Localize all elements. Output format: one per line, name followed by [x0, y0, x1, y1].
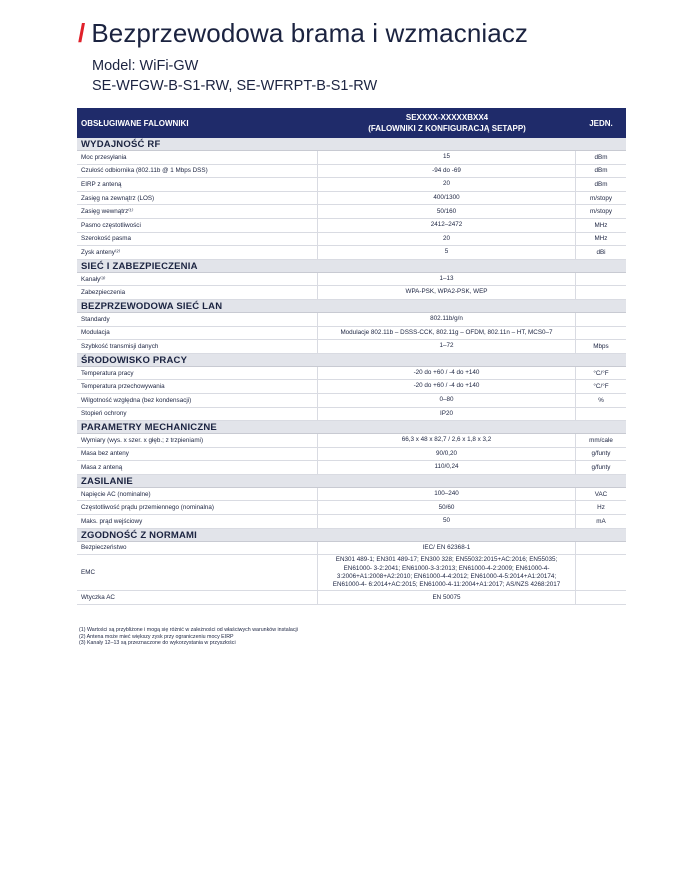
row-unit: dBm: [594, 180, 608, 188]
row-unit: Mbps: [593, 342, 609, 350]
table-row: [77, 367, 626, 381]
row-value: 802.11b/g/n: [318, 313, 576, 326]
section-title: ŚRODOWISKO PRACY: [77, 354, 626, 367]
row-unit: g/funty: [591, 464, 611, 472]
section-title: BEZPRZEWODOWA SIEĆ LAN: [77, 300, 626, 313]
row-label: Kanały⁽³⁾: [77, 273, 318, 286]
table-row: [77, 246, 626, 260]
row-label: Zasięg na zewnątrz (LOS): [77, 192, 318, 205]
row-label: Zabezpieczenia: [77, 286, 318, 299]
row-value: 15: [318, 151, 576, 164]
row-label: Modulacja: [77, 327, 318, 340]
part-numbers: SE-WFGW-B-S1-RW, SE-WFRPT-B-S1-RW: [92, 78, 378, 94]
row-label: Wilgotność względna (bez kondensacji): [77, 394, 318, 407]
row-label: Stopień ochrony: [77, 408, 318, 421]
row-value: -20 do +60 / -4 do +140: [318, 367, 576, 380]
row-unit: [576, 313, 626, 326]
row-unit: [576, 542, 626, 555]
row-value: 1–72: [318, 340, 576, 353]
section-title: ZASILANIE: [77, 475, 626, 488]
table-row: [77, 515, 626, 529]
table-row: [77, 408, 626, 422]
row-unit: %: [598, 396, 604, 404]
row-label: Temperatura pracy: [77, 367, 318, 380]
row-value: IP20: [318, 408, 576, 421]
table-row: [77, 542, 626, 556]
row-value: 400/1300: [318, 192, 576, 205]
row-unit: m/stopy: [589, 194, 613, 202]
header-model-line1: SEXXXX-XXXXXBXX4: [405, 113, 489, 122]
row-unit: [576, 327, 626, 340]
table-row: [77, 380, 626, 394]
row-unit: dBi: [596, 248, 606, 256]
row-unit: [576, 273, 626, 286]
row-unit: m/stopy: [589, 208, 613, 216]
footnote-2: (2) Antena może mieć większy zysk przy ograniczeniu mocy EIRP: [79, 633, 234, 640]
row-value: EN 50075: [318, 591, 576, 604]
row-value: 0–80: [318, 394, 576, 407]
row-value: 50/160: [318, 205, 576, 218]
row-value: WPA-PSK, WPA2-PSK, WEP: [318, 286, 576, 299]
table-row: [77, 273, 626, 287]
row-label: Czułość odbiornika (802.11b @ 1 Mbps DSS): [77, 165, 318, 178]
row-unit: mm/cale: [589, 436, 613, 444]
page-title: [78, 18, 528, 49]
row-label: Masa z anteną: [77, 461, 318, 474]
model-line: Model: WiFi-GW: [92, 58, 199, 74]
table-row: [77, 394, 626, 408]
row-unit: MHz: [594, 235, 608, 243]
table-row: [77, 591, 626, 605]
row-value: 50/60: [318, 501, 576, 514]
table-row: [77, 192, 626, 206]
header-unit: JEDN.: [589, 118, 613, 128]
row-label: Moc przesyłania: [77, 151, 318, 164]
footnote-1: (1) Wartości są przybliżone i mogą się różnić w zależności od właściwych warunków instalacji: [79, 627, 298, 633]
row-label: Pasmo częstotliwości: [77, 219, 318, 232]
row-label: Szybkość transmisji danych: [77, 340, 318, 353]
row-unit: dBm: [594, 167, 608, 175]
row-unit: g/funty: [591, 450, 611, 458]
row-value: 50: [318, 515, 576, 528]
row-label: Częstotliwość prądu przemiennego (nominalna): [77, 501, 318, 514]
row-value: 5: [318, 246, 576, 259]
table-row: [77, 501, 626, 515]
row-label: Masa bez anteny: [77, 448, 318, 461]
table-row: [77, 286, 626, 300]
title-text: Bezprzewodowa brama i wzmacniacz: [91, 18, 529, 48]
row-value: 1–13: [318, 273, 576, 286]
row-label: Wtyczka AC: [77, 591, 318, 604]
row-value: 110/0,24: [318, 461, 576, 474]
section-title: ZGODNOŚĆ Z NORMAMI: [77, 529, 626, 542]
row-value: 100–240: [318, 488, 576, 501]
row-label: Zasięg wewnątrz⁽¹⁾: [77, 205, 318, 218]
row-value: 90/0,20: [318, 448, 576, 461]
row-label: Zysk anteny⁽²⁾: [77, 246, 318, 259]
spec-table: [77, 108, 626, 605]
row-label: Szerokość pasma: [77, 233, 318, 246]
table-row: [77, 448, 626, 462]
row-unit: [576, 286, 626, 299]
table-row: [77, 327, 626, 341]
section-title: WYDAJNOŚĆ RF: [77, 138, 626, 151]
row-unit: MHz: [594, 221, 608, 229]
row-unit: °C/°F: [593, 369, 609, 377]
table-header: [77, 108, 626, 138]
table-row: [77, 205, 626, 219]
table-row: [77, 151, 626, 165]
row-label: EIRP z anteną: [77, 178, 318, 191]
row-unit: [576, 408, 626, 421]
header-model: [318, 112, 576, 134]
table-row: [77, 233, 626, 247]
header-model-line2: (FALOWNIKI Z KONFIGURACJĄ SETAPP): [368, 124, 526, 133]
table-row: [77, 488, 626, 502]
table-row: [77, 313, 626, 327]
header-supported-inverters: OBSŁUGIWANE FALOWNIKI: [81, 118, 189, 128]
table-row: [77, 461, 626, 475]
footnote-3: (3) Kanały 12–13 są przeznaczone do wykorzystania w przyszłości: [79, 640, 236, 647]
table-body: [77, 138, 626, 605]
row-label: Napięcie AC (nominalne): [77, 488, 318, 501]
row-value: 20: [318, 233, 576, 246]
row-label: Wymiary (wys. x szer. x głęb.; z trzpieniami): [77, 434, 318, 447]
section-title: SIEĆ I ZABEZPIECZENIA: [77, 260, 626, 273]
table-row: [77, 219, 626, 233]
row-value: IEC/ EN 62368-1: [318, 542, 576, 555]
row-unit: dBm: [594, 153, 608, 161]
table-row: [77, 555, 626, 591]
row-value: Modulacje 802.11b – DSSS-CCK, 802.11g – OFDM, 802.11n – HT, MCS0–7: [318, 327, 576, 340]
row-value: 20: [318, 178, 576, 191]
row-value: 66,3 x 48 x 82,7 / 2,6 x 1,8 x 3,2: [318, 434, 576, 447]
row-unit: mA: [596, 517, 606, 525]
table-row: [77, 340, 626, 354]
table-row: [77, 165, 626, 179]
row-value: 2412–2472: [318, 219, 576, 232]
row-unit: °C/°F: [593, 383, 609, 391]
row-value: -20 do +60 / -4 do +140: [318, 380, 576, 393]
row-unit: [576, 555, 626, 590]
title-slash-accent: /: [78, 18, 86, 48]
table-row: [77, 434, 626, 448]
row-value: -94 do -69: [318, 165, 576, 178]
table-row: [77, 178, 626, 192]
row-label: Standardy: [77, 313, 318, 326]
row-label: Bezpieczeństwo: [77, 542, 318, 555]
row-unit: VAC: [594, 490, 608, 498]
footnotes: [79, 627, 298, 647]
section-title: PARAMETRY MECHANICZNE: [77, 421, 626, 434]
row-unit: Hz: [597, 504, 605, 512]
row-label: Maks. prąd wejściowy: [77, 515, 318, 528]
row-label: Temperatura przechowywania: [77, 380, 318, 393]
row-unit: [576, 591, 626, 604]
row-value: EN301 489-1; EN301 489-17; EN300 328; EN55032:2015+AC:2016; EN55035; EN61000- 3-2:2041; EN61000-3-3:2013; EN61000-4-2:2009; EN61000-4-3:2006+A1:2008+A2:2010; EN61000-4-4:2012; EN61000-4-5:2014+A1:20174; EN61000-4- 6:2014+AC:2015; EN61000-4-11:2004+A1:2017; AS/NZS 4268:2017: [318, 555, 576, 590]
row-label: EMC: [77, 555, 318, 590]
